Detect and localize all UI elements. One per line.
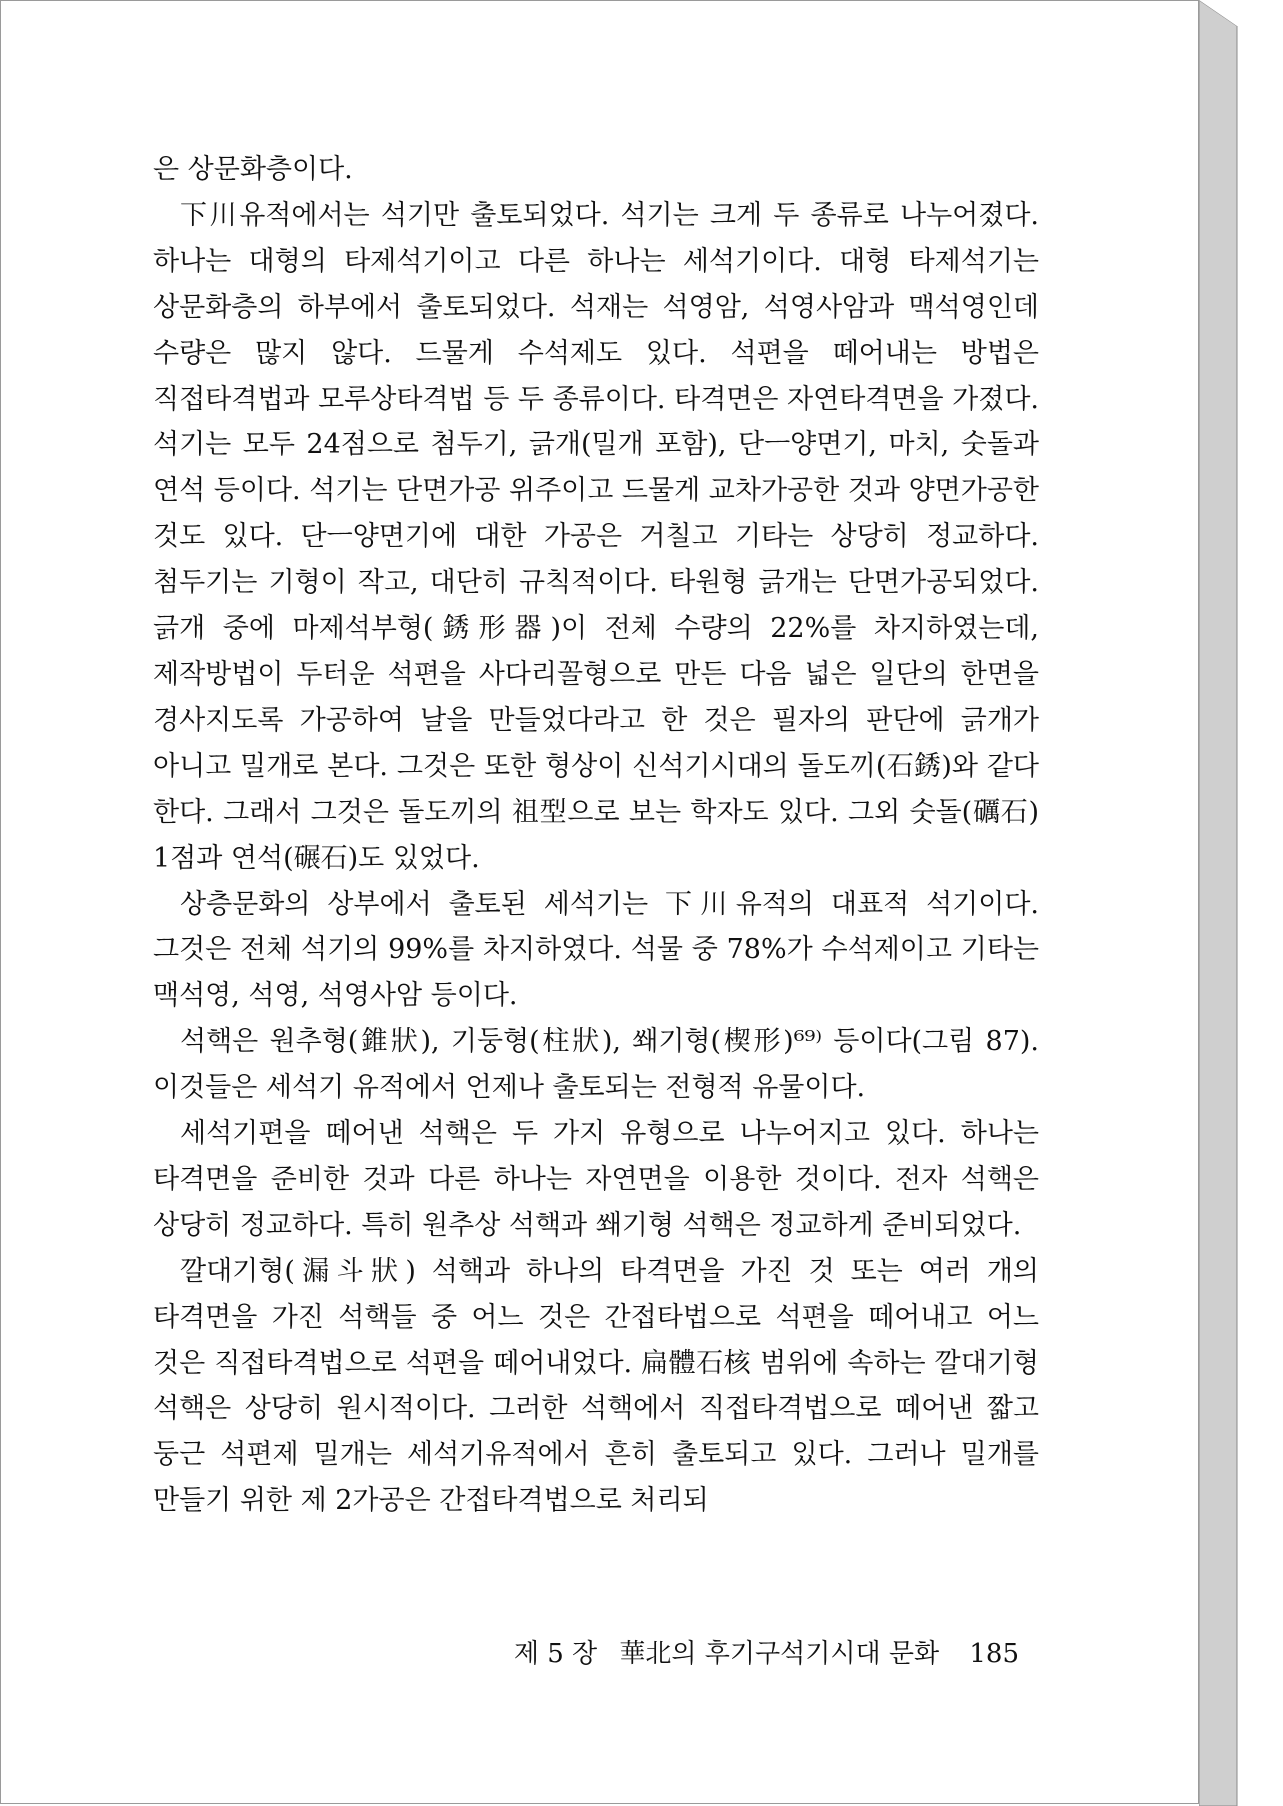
paragraph: 상층문화의 상부에서 출토된 세석기는 下川유적의 대표적 석기이다. 그것은 전체 석기의 99%를 차지하였다. 석물 중 78%가 수석제이고 기타는 맥석영, 석영, 석영사암 등이다. xyxy=(153,888,1039,1012)
running-footer xyxy=(153,1639,1019,1669)
footer-title: 華北의 후기구석기시대 문화 xyxy=(619,1639,940,1669)
paragraph: 깔대기형(漏斗狀) 석핵과 하나의 타격면을 가진 것 또는 여러 개의 타격면을 가진 석핵들 중 어느 것은 간접타법으로 석편을 떼어내고 어느 것은 직접타격법으로 석편을 떼어내었다. 扁體石核 범위에 속하는 깔대기형 석핵은 상당히 원시적이다. 그러한 석핵에서 직접타격법으로 떼어낸 짧고 둥근 석편제 밀개는 세석기유적에서 흔히 출토되고 있다. 그러나 밀개를 만들기 위한 제 2가공은 간접타격법으로 처리되 xyxy=(153,1255,1039,1517)
book-edge xyxy=(1199,0,1283,1806)
footer-chapter: 제 5 장 xyxy=(513,1639,598,1669)
paragraph: 석핵은 원추형(錐狀), 기둥형(柱狀), 쐐기형(楔形)⁶⁹⁾ 등이다(그림 87). 이것들은 세석기 유적에서 언제나 출토되는 전형적 유물이다. xyxy=(153,1026,1039,1104)
paragraph: 下川유적에서는 석기만 출토되었다. 석기는 크게 두 종류로 나누어졌다. 하나는 대형의 타제석기이고 다른 하나는 세석기이다. 대형 타제석기는 상문화층의 하부에서 출토되었다. 석재는 석영암, 석영사암과 맥석영인데 수량은 많지 않다. 드물게 수석제도 있다. 석편을 떼어내는 방법은 직접타격법과 모루상타격법 등 두 종류이다. 타격면은 자연타격면을 가졌다. 석기는 모두 24점으로 첨두기, 긁개(밀개 포함), 단ㅡ양면기, 마치, 숫돌과 연석 등이다. 석기는 단면가공 위주이고 드물게 교차가공한 것과 양면가공한 것도 있다. 단ㅡ양면기에 대한 가공은 거칠고 기타는 상당히 정교하다. 첨두기는 기형이 작고, 대단히 규칙적이다. 타원형 긁개는 단면가공되었다. 긁개 중에 마제석부형(銹形器)이 전체 수량의 22%를 차지하였는데, 제작방법이 두터운 석편을 사다리꼴형으로 만든 다음 넓은 일단의 한면을 경사지도록 가공하여 날을 만들었다라고 한 것은 필자의 판단에 긁개가 아니고 밀개로 본다. 그것은 또한 형상이 신석기시대의 돌도끼(石銹)와 같다 한다. 그래서 그것은 돌도끼의 祖型으로 보는 학자도 있다. 그외 숫돌(礪石) 1점과 연석(碾石)도 있었다. xyxy=(153,199,1039,874)
paragraph: 세석기편을 떼어낸 석핵은 두 가지 유형으로 나누어지고 있다. 하나는 타격면을 준비한 것과 다른 하나는 자연면을 이용한 것이다. 전자 석핵은 상당히 정교하다. 특히 원추상 석핵과 쐐기형 석핵은 정교하게 준비되었다. xyxy=(153,1118,1039,1241)
body-text xyxy=(153,147,1039,1524)
paragraph: 은 상문화층이다. xyxy=(153,154,353,185)
page-number: 185 xyxy=(969,1639,1019,1669)
book-edge-graphic xyxy=(1199,0,1283,1806)
